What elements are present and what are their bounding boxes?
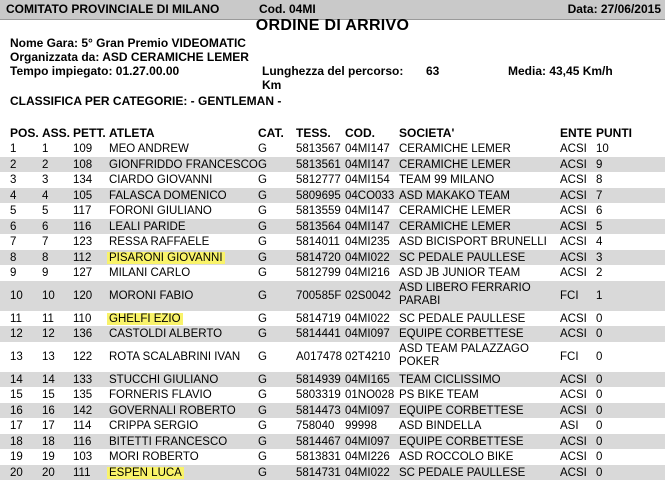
committee-name: COMITATO PROVINCIALE DI MILANO	[6, 2, 220, 16]
cell-societa: ASD JB JUNIOR TEAM	[399, 267, 521, 279]
cell-cod: 04MI226	[345, 451, 390, 463]
cell-punti: 8	[596, 174, 603, 186]
col-header-cod: COD.	[345, 126, 375, 140]
cell-punti: 0	[596, 350, 603, 363]
cell-punti: 0	[596, 420, 603, 432]
cell-ente: ACSI	[560, 189, 587, 202]
cell-pett: 110	[73, 312, 92, 325]
cell-cod: 04MI147	[345, 158, 390, 171]
cell-ente: ACSI	[560, 312, 587, 325]
cell-tess: 5812777	[296, 174, 341, 186]
col-header-cat: CAT.	[258, 126, 284, 140]
cell-pett: 133	[73, 373, 93, 386]
cell-cat: G	[258, 466, 267, 479]
cell-tess: 5814731	[296, 466, 341, 479]
cell-ass: 8	[42, 251, 49, 264]
report-date: Data: 27/06/2015	[567, 2, 661, 16]
cell-ass: 15	[42, 389, 55, 401]
cell-cod: 04MI154	[345, 174, 390, 186]
col-header-societa: SOCIETA'	[399, 126, 455, 140]
cell-cat: G	[258, 435, 267, 448]
cell-ente: ACSI	[560, 328, 587, 340]
cell-pos: 19	[10, 451, 23, 463]
cell-pos: 2	[10, 158, 17, 171]
cell-societa: EQUIPE CORBETTESE	[399, 328, 524, 340]
cell-pos: 3	[10, 174, 17, 186]
cell-cod: 04MI165	[345, 373, 390, 386]
cell-ente: ACSI	[560, 236, 587, 248]
cell-pos: 11	[10, 312, 22, 325]
cell-cod: 04MI022	[345, 466, 390, 479]
cell-ass: 3	[42, 174, 49, 186]
cell-cod: 04MI097	[345, 435, 390, 448]
col-header-atleta: ATLETA	[109, 126, 155, 140]
cell-pett: 134	[73, 174, 93, 186]
cell-pett: 120	[73, 289, 93, 302]
cell-societa: ASD MAKAKO TEAM	[399, 189, 510, 202]
cell-atleta	[109, 251, 225, 265]
cell-tess: 5809695	[296, 189, 341, 202]
cell-societa: EQUIPE CORBETTESE	[399, 435, 524, 448]
cell-tess: 5814011	[296, 236, 340, 248]
cell-ass: 18	[42, 435, 55, 448]
cell-pos: 4	[10, 189, 17, 202]
cell-societa: SC PEDALE PAULLESE	[399, 466, 526, 479]
cell-ass: 5	[42, 205, 49, 217]
cell-ass: 16	[42, 404, 55, 417]
cell-pett: 135	[73, 389, 93, 401]
cell-tess: 758040	[296, 420, 335, 432]
cell-ente: ACSI	[560, 451, 587, 463]
cell-cod: 99998	[345, 420, 377, 432]
cell-tess: 5813559	[296, 205, 341, 217]
cell-ente: ACSI	[560, 174, 587, 186]
cell-ente: ACSI	[560, 220, 587, 233]
cell-societa: SC PEDALE PAULLESE	[399, 312, 526, 325]
cell-pett: 116	[73, 435, 92, 448]
page-title: ORDINE DI ARRIVO	[255, 17, 410, 34]
cell-pos: 16	[10, 404, 23, 417]
cell-ass: 10	[42, 289, 55, 302]
cell-societa: EQUIPE CORBETTESE	[399, 404, 524, 417]
cell-punti: 0	[596, 451, 603, 463]
race-average-speed: Media: 43,45 Km/h	[508, 64, 613, 78]
cell-tess: 5814467	[296, 435, 341, 448]
cell-cod: 04MI022	[345, 251, 390, 264]
cell-atleta: MILANI CARLO	[109, 267, 191, 279]
cell-pos: 18	[10, 435, 23, 448]
cell-tess: 5814720	[296, 251, 341, 264]
table-row	[0, 326, 665, 342]
cell-cat: G	[258, 404, 267, 417]
cell-societa: CERAMICHE LEMER	[399, 143, 511, 155]
cell-pett: 136	[73, 328, 93, 340]
cell-tess: 5814939	[296, 373, 341, 386]
cell-societa: ASD ROCCOLO BIKE	[399, 451, 514, 463]
cell-pos: 8	[10, 251, 17, 264]
cell-pett: 142	[73, 404, 93, 417]
cell-atleta: ROTA SCALABRINI IVAN	[109, 350, 241, 363]
cell-cat: G	[258, 220, 267, 233]
cell-cat: G	[258, 158, 267, 171]
cell-cat: G	[258, 389, 267, 401]
cell-societa	[399, 343, 529, 369]
table-row	[0, 141, 665, 157]
cell-pett: 123	[73, 236, 93, 248]
cell-pett: 116	[73, 220, 92, 233]
cell-cod: 04MI097	[345, 404, 390, 417]
cell-societa: CERAMICHE LEMER	[399, 158, 511, 171]
cell-punti: 4	[596, 236, 603, 248]
cell-cod: 04CO033	[345, 189, 395, 202]
cell-societa: CERAMICHE LEMER	[399, 220, 511, 233]
cell-cat: G	[258, 143, 267, 155]
table-row	[0, 465, 665, 481]
cell-societa-line2: POKER	[399, 355, 440, 368]
table-row	[0, 418, 665, 434]
cell-cat: G	[258, 251, 267, 264]
table-row	[0, 234, 665, 250]
cell-ente: ACSI	[560, 373, 587, 386]
cell-pett: 127	[73, 267, 93, 279]
cell-tess: 5813831	[296, 451, 341, 463]
cell-pos: 10	[10, 289, 23, 302]
cell-ass: 17	[42, 420, 55, 432]
race-length-label: Lunghezza del percorso:	[262, 64, 404, 78]
cell-punti: 0	[596, 466, 603, 479]
cell-pos: 14	[10, 373, 23, 386]
col-header-pos: POS.	[10, 126, 39, 140]
cell-pett: 114	[73, 420, 92, 432]
cell-tess: 5813564	[296, 220, 341, 233]
cell-ass: 6	[42, 220, 49, 233]
cell-cat: G	[258, 420, 267, 432]
table-row	[0, 250, 665, 266]
cell-societa	[399, 282, 531, 308]
cell-punti: 0	[596, 389, 603, 401]
cell-ass: 2	[42, 158, 49, 171]
highlighted-athlete: ESPEN LUCA	[109, 466, 182, 479]
cell-punti: 6	[596, 205, 603, 217]
cell-pett: 109	[73, 143, 93, 155]
cell-atleta	[109, 466, 184, 480]
cell-ente: ACSI	[560, 404, 587, 417]
cell-ass: 12	[42, 328, 55, 340]
cell-ente: ACSI	[560, 466, 587, 479]
cell-atleta: BITETTI FRANCESCO	[109, 435, 228, 448]
cell-societa: PS BIKE TEAM	[399, 389, 479, 401]
race-length-unit: Km	[262, 78, 282, 92]
cell-punti: 0	[596, 435, 603, 448]
col-header-pett: PETT.	[73, 126, 106, 140]
race-organizer: Organizzata da: ASD CERAMICHE LEMER	[10, 50, 249, 64]
cell-ente: ACSI	[560, 435, 587, 448]
cell-ass: 1	[42, 143, 49, 155]
cell-tess: 5813561	[296, 158, 341, 171]
cell-tess: 5803319	[296, 389, 341, 401]
cell-societa-line1: ASD LIBERO FERRARIO	[399, 281, 531, 294]
cell-pos: 12	[10, 328, 23, 340]
cell-pos: 13	[10, 350, 23, 363]
cell-societa: CERAMICHE LEMER	[399, 205, 511, 217]
cell-ass: 4	[42, 189, 49, 202]
cell-punti: 0	[596, 312, 603, 325]
cell-pos: 17	[10, 420, 23, 432]
cell-pett: 108	[73, 158, 93, 171]
cell-ente: ASI	[560, 420, 579, 432]
cell-pos: 7	[10, 236, 17, 248]
cell-atleta: MORI ROBERTO	[109, 451, 199, 463]
cell-pett: 105	[73, 189, 93, 202]
cell-cod: 04MI147	[345, 143, 390, 155]
cell-societa-line1: ASD TEAM PALAZZAGO	[399, 342, 529, 355]
cell-ass: 11	[42, 312, 54, 325]
cell-societa-line2: PARABI	[399, 294, 441, 307]
cell-ass: 7	[42, 236, 49, 248]
cell-cat: G	[258, 451, 267, 463]
cell-pos: 6	[10, 220, 17, 233]
highlighted-athlete: PISARONI GIOVANNI	[109, 251, 223, 264]
cell-pett: 117	[73, 205, 92, 217]
cell-cod: 02S0042	[345, 289, 392, 302]
highlighted-athlete: GHELFI EZIO	[109, 312, 181, 325]
cell-tess: A017478	[296, 350, 343, 363]
race-length-value: 63	[426, 64, 440, 78]
cell-atleta: MORONI FABIO	[109, 289, 194, 302]
cell-punti: 0	[596, 373, 603, 386]
cell-ente: ACSI	[560, 251, 587, 264]
cell-cod: 01NO028	[345, 389, 395, 401]
cell-atleta	[109, 312, 183, 326]
table-row	[0, 157, 665, 173]
cell-cat: G	[258, 312, 267, 325]
cell-atleta: STUCCHI GIULIANO	[109, 373, 219, 386]
cell-atleta: RESSA RAFFAELE	[109, 236, 210, 248]
table-row	[0, 449, 665, 465]
cell-societa: ASD BICISPORT BRUNELLI	[399, 236, 547, 248]
cell-punti: 7	[596, 189, 603, 202]
cell-ass: 9	[42, 267, 49, 279]
cell-ente: ACSI	[560, 267, 587, 279]
table-row	[0, 434, 665, 450]
col-header-tess: TESS.	[296, 126, 331, 140]
cell-pos: 9	[10, 267, 17, 279]
table-row	[0, 281, 665, 311]
cell-ente: ACSI	[560, 205, 587, 217]
cell-ass: 19	[42, 451, 55, 463]
cell-societa: SC PEDALE PAULLESE	[399, 251, 526, 264]
table-row	[0, 265, 665, 281]
cell-atleta: GOVERNALI ROBERTO	[109, 404, 236, 417]
cell-ente: FCI	[560, 350, 579, 363]
cell-societa: TEAM 99 MILANO	[399, 174, 495, 186]
classification-category: CLASSIFICA PER CATEGORIE: - GENTLEMAN -	[10, 94, 282, 108]
cell-cat: G	[258, 289, 267, 302]
cell-cod: 04MI147	[345, 205, 390, 217]
table-row	[0, 203, 665, 219]
cell-cat: G	[258, 350, 267, 363]
col-header-ass: ASS.	[42, 126, 71, 140]
cell-pett: 103	[73, 451, 93, 463]
committee-code: Cod. 04MI	[259, 2, 316, 16]
cell-tess: 5814441	[296, 328, 341, 340]
cell-cod: 02T4210	[345, 350, 391, 363]
cell-punti: 2	[596, 267, 603, 279]
cell-ente: FCI	[560, 289, 579, 302]
cell-cod: 04MI235	[345, 236, 390, 248]
cell-ente: ACSI	[560, 158, 587, 171]
cell-cod: 04MI216	[345, 267, 390, 279]
cell-punti: 3	[596, 251, 603, 264]
cell-tess: 5814473	[296, 404, 341, 417]
cell-pett: 112	[73, 251, 92, 264]
table-row	[0, 188, 665, 204]
cell-ente: ACSI	[560, 389, 587, 401]
col-header-punti: PUNTI	[596, 126, 632, 140]
cell-atleta: LEALI PARIDE	[109, 220, 186, 233]
cell-cat: G	[258, 205, 267, 217]
cell-cat: G	[258, 236, 267, 248]
cell-atleta: CIARDO GIOVANNI	[109, 174, 213, 186]
cell-pos: 5	[10, 205, 17, 217]
table-row	[0, 219, 665, 235]
cell-cod: 04MI022	[345, 312, 390, 325]
cell-cat: G	[258, 174, 267, 186]
cell-atleta: GIONFRIDDO FRANCESCO	[109, 158, 258, 171]
cell-punti: 10	[596, 143, 609, 155]
cell-cat: G	[258, 373, 267, 386]
cell-atleta: FORNERIS FLAVIO	[109, 389, 212, 401]
cell-ente: ACSI	[560, 143, 587, 155]
cell-punti: 0	[596, 328, 603, 340]
cell-pos: 1	[10, 143, 17, 155]
cell-punti: 5	[596, 220, 603, 233]
cell-ass: 20	[42, 466, 55, 479]
cell-punti: 9	[596, 158, 603, 171]
table-row	[0, 372, 665, 388]
table-row	[0, 387, 665, 403]
cell-punti: 0	[596, 404, 603, 417]
race-name: Nome Gara: 5° Gran Premio VIDEOMATIC	[10, 36, 246, 50]
table-row	[0, 342, 665, 372]
cell-punti: 1	[596, 289, 603, 302]
cell-cat: G	[258, 267, 267, 279]
cell-cat: G	[258, 189, 267, 202]
cell-ass: 14	[42, 373, 55, 386]
cell-atleta: FALASCA DOMENICO	[109, 189, 227, 202]
cell-cat: G	[258, 328, 267, 340]
cell-societa: ASD BINDELLA	[399, 420, 482, 432]
cell-cod: 04MI147	[345, 220, 390, 233]
table-row	[0, 403, 665, 419]
table-row	[0, 172, 665, 188]
cell-ass: 13	[42, 350, 55, 363]
cell-tess: 5813567	[296, 143, 341, 155]
race-time: Tempo impiegato: 01.27.00.00	[10, 64, 180, 78]
cell-tess: 5812799	[296, 267, 341, 279]
cell-tess: 700585F	[296, 289, 342, 302]
table-row	[0, 311, 665, 327]
cell-pett: 111	[73, 466, 91, 479]
cell-atleta: FORONI GIULIANO	[109, 205, 212, 217]
cell-cod: 04MI097	[345, 328, 390, 340]
cell-atleta: CRIPPA SERGIO	[109, 420, 199, 432]
cell-atleta: MEO ANDREW	[109, 143, 189, 155]
cell-pos: 15	[10, 389, 23, 401]
cell-societa: TEAM CICLISSIMO	[399, 373, 501, 386]
cell-tess: 5814719	[296, 312, 341, 325]
col-header-ente: ENTE	[560, 126, 593, 140]
cell-pett: 122	[73, 350, 93, 363]
cell-atleta: CASTOLDI ALBERTO	[109, 328, 223, 340]
cell-pos: 20	[10, 466, 23, 479]
